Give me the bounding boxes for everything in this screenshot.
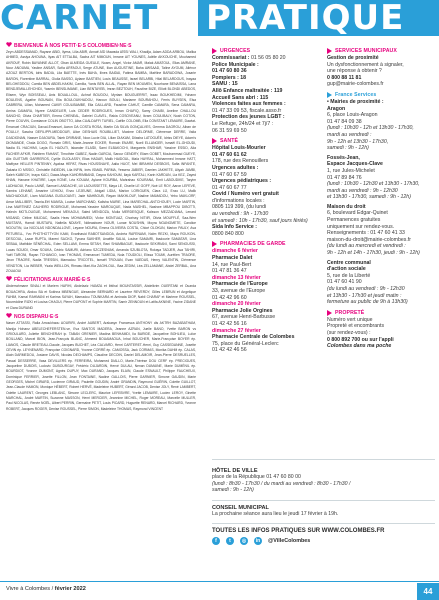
ccas-phone[interactable]: 01 47 60 41 90 [327, 279, 362, 286]
magazine-name: Vivre à Colombes [6, 586, 51, 592]
hospital-address: 178, rue des Renouillers [212, 158, 269, 165]
justice-text[interactable]: Renseignements : 01 47 60 41 33 [327, 230, 405, 237]
proprete-app[interactable]: Colombes dans ma poche [327, 343, 392, 350]
ccas-hours: (du lundi au vendredi : 9h - 12h30 [327, 286, 405, 292]
ccas-hours: et 13h30 - 17h30 et jeudi matin : [327, 292, 402, 299]
peds-urgences-label: Urgences pédiatriques : [212, 178, 272, 185]
hotel-hours: (lundi : 8h30 - 17h30 / du mardi au vendredi : 8h30 - 17h30 / [212, 480, 351, 487]
sans-abri-phone[interactable]: 115 [259, 94, 269, 101]
justice-text: uniquement sur rendez-vous. [327, 223, 395, 230]
peds-urgences-phone[interactable]: 01 47 60 67 77 [212, 184, 247, 191]
pratique-title: PRATIQUE [198, 0, 439, 36]
sida-phone[interactable]: 0800 840 800 [212, 230, 244, 237]
justice-mail[interactable]: maison-du-droit@mairie-colombes.fr [327, 236, 411, 243]
triangle-bullet-icon [212, 138, 217, 144]
gestion-mail[interactable]: gup@mairie-colombes.fr [327, 81, 384, 88]
proprete-text: (sur rendez-vous) : [327, 329, 371, 336]
hotel-title: HÔTEL DE VILLE [212, 468, 258, 474]
ccas-title-2: d'action sociale [327, 266, 366, 273]
heart-icon [6, 313, 12, 318]
website-link[interactable]: TOUTES LES INFOS PRATIQUES SUR WWW.COLOMBES.FR [212, 528, 385, 535]
samu-phone[interactable]: 15 [231, 81, 238, 88]
gestion-phone[interactable]: 0 800 88 11 81 [327, 74, 362, 81]
justice-hours: 9h - 12h et 14h - 17h30, jeudi : 9h - 12h) [327, 250, 420, 257]
fosses-hours: mardi au vendredi : 9h - 12h30 [327, 187, 398, 194]
pharmacy-entry [212, 328, 319, 354]
linkedin-icon[interactable]: in [255, 538, 261, 545]
lgbt-label: Protection des jeunes LGBT : [212, 114, 285, 121]
covid-hours-1: au vendredi : 9h - 17h30 [212, 211, 269, 218]
twitter-icon[interactable]: t [226, 537, 234, 545]
carnet-title: CARNET [0, 0, 159, 36]
sida-label: Sida Info Service : [212, 224, 257, 231]
info-box [212, 459, 435, 578]
footer-rule [0, 581, 439, 582]
violences-label: Violences faites aux femmes : [212, 101, 286, 108]
triangle-bullet-icon [327, 48, 332, 54]
pharmacy-date: dimanche 20 février [212, 301, 261, 308]
justice-title: Maison du droit [327, 203, 366, 210]
pharmacy-phone[interactable]: 01 42 42 46 56 [212, 347, 247, 354]
aragon-name: Aragon [327, 105, 346, 112]
divider [212, 523, 435, 524]
commissariat-label: Commissariat : [212, 55, 250, 61]
hospital-phone[interactable]: 01 47 60 61 62 [212, 151, 247, 158]
commissariat-phone[interactable]: 01 56 05 80 20 [250, 55, 286, 61]
pharmacy-phone[interactable]: 01 47 81 36 47 [212, 268, 247, 275]
heart-icon [6, 42, 12, 47]
police-label: Police Municipale : [212, 61, 259, 68]
justice-address: 6, boulevard Edgar-Quinet [327, 210, 388, 217]
ccas-title: Centre communal [327, 259, 371, 266]
fosses-name-2: Espace Jacques-Clave [327, 161, 383, 168]
triangle-bullet-icon [327, 92, 332, 98]
justice-hours: (du lundi au mercredi et vendredi : [327, 243, 406, 250]
violences-contact[interactable]: 01 47 33 09 53, fiscale.asso.fr [212, 107, 282, 114]
lgbt-phone[interactable]: 06 31 59 69 50 [212, 127, 247, 134]
divider [212, 500, 435, 501]
pharmacy-date: dimanche 13 février [212, 274, 261, 281]
issue-date: février 2022 [54, 586, 86, 592]
weddings-list: Abderrahmane SINALI et Mariem HAFIHI, Abdelaziz HAMZA et Ibtihal MOUNTASSIR, Abdelkrim OUERTANI et Ouarda BOUACHRA, Abdou BA et Sokhna MBENGUE, Alexandre BERNARD et Laurène REVERDY, Gilles LEBRUN et Angelique FAHIM, Kamal RAHMANI et Karima SAYAH, Mamadou TOUNKARA et Aminata DIOP, Nabil CHARAF et Marlene ROUSSEL, Noureddine RIZKI et Louisa CHAOUI, Pierre DUPONT et Sophie MARTIN, Samir ZENNOUN et Latifa AKNINE, Yacine ZIDANE et Clara DURAND [6, 284, 196, 310]
pharmacy-address: 67, avenue Henri-Barbusse [212, 314, 276, 321]
pharmacy-address: 14, rue Paul-Bert [212, 261, 252, 268]
fosses-name: Fossés-Jean, [327, 154, 360, 161]
pompiers-label: Pompiers : [212, 74, 239, 81]
fosses-hours: et 13h30 - 17h30, samedi : 9h - 12h) [327, 194, 411, 201]
aragon-hours: 9h - 12h et 13h30 - 17h30, [327, 138, 389, 145]
pharmacy-address: 75, place du Général-Leclerc [212, 340, 279, 347]
pharmacy-date: dimanche 27 février [212, 327, 261, 334]
sante-heading: SANTÉ [212, 138, 319, 144]
lgbt-refuge: Le Refuge, 24h/24 et 7j/7 : [212, 120, 274, 127]
pharmacy-address: 33, avenue de l'Europe [212, 288, 266, 294]
page-number: 44 [417, 583, 439, 600]
fosses-address: 1, rue Jules-Michelet [327, 167, 375, 174]
covid-hours-2: et samedi : 10h - 17h30, sauf jours fériés) [212, 217, 308, 224]
births-list: Zeyn ABDESSAMAD, Rayane ABID, Ilyess, Lilia ABIR, Annaë AÏD Mawada AÏSSI WALI, Khadija, Adam ADDA ARBOU, Malika AHMED, Assiya AHOUNA, Ilyas AIT ETTALBA, Sacha AIT MIMOUN, Imrane AIT YOUNES, Adélie AKKOUCHE, Mouhamed AKROUF, Robin BAYANNE ALLOT, Oban ALMEIDA GUEULE, Noam, Angel, Victor AMAR, Malak AMATOUL, Elias AMRANE, Nour ANOUMA, Yasline ANSAR, Sofia ARFAOUI, Serge ATUNE, Ilian AUGUSTINE, Baha AWSAAD, Taline AYOUM, Aliénor AZOUZ BERTON, Idris BADIA, Lila BAETTE, Inès BAHA, Ilines BAIDAI, Fatima BAMBA, Maëline BARADOWA, Josarie BARON, Florentine BARRAL, Giulia BASSO, Aylane BASTIEN, Louis BEAUSSE, Israel BELARBI, Hilal BELARDOUS, Inayaa BELGHEDDOU, Camila BEN ABDELHAKIM, Camilia, Yanis BEN ALLAL, Rayan BEN MOUMEN, Nourhane BENAÏSSA, Lana BENDJEMIA-LEHCHIDI, Yasmin BENSLIMANE, Lian BENTAYEB, Imran BEZTOUH, Faustine BIZE, Elliott BLONDI ABEDOS, Ellsem, Wyn BOISSEAU, Anis BOUALLOUL, Achraf BOUDOU, Myriam BOUGUERRIT, Issac BOUKHEDIMI, Yohann BOULENS, Agathe BOUNAN, Elia BOULOUKHADOU, Haroun BOULI, Mariame BOURAHOU, Ferris BUYSEN, Elsa CABRERA, Lilian, Mohamed CAKIR COULIBAMBE, Ella CAILLARD, Faustine CAHUT, Camille CAMARA, Sena CAMARA, Amina CAMARA, Nyzee CANDELIER, Luis CEDER RODRIGUES, Imran CHAFIQ, Samy CHAIBI, Aneline CHALLOU SANCHO, Olivia CHARTIER, Emma CHENEAL, Gabriel CLAVEL, Rakia COSOVEANU, Ikram COULIBALY, Noah COTON, Pierre COUVIN, Constance COLIN OBOTTO, Alba CUALDAFFI TURIEL, Caëlle COLOMB, Ella CONSTANT LEMAIRE, Dawlat-Emanuel CRACIUN, Davud-Emanuel, Aaron DA COSTA ROSA, Martin DA SILVA GONÇALVES, Gemma DAGROU, Alban de POULLY, Sascha DEFILIPPI-MEDDOUR, Alice DESHAIS ROUBILLIET, Maxime DELORME, Clémence DERRE, Valia DJADIGNAN, Nasser DJAOURA, Taieb DRIRANE, Noor-Lucie DIA, Lilian DIAKAM, Dilasha LATOGUÉE, Idriss DIEYE, Adam's DIOMANDE, Chaïa DOGO, Romain DRIS, Marie-Jeanne ECKER, Romain ENARE, Noell ELLANGER, Ismaël EL-GHOUDI, Nadia EL HACHIMI, Layla EL HAOUTI, Iskander ELAÏDI, Sami ELBAKOCHI, Margarets ENSHAR, Yassine ESSID, Alia FACHER AFKIR, Rahitem FAHANT, Timothée GABEZ, Nadin GARCIA, Sarour GENDRY, Eliam GOBET, Mouhammad GUEYE, Alix GUITTARI GARREROS, Cyrille GUOLASSY, Elias HADAR, Malik HAIDOUL, Maïa HAYRAL, Mohammed Imrane HATT, Maëlyse HELLER PINTENNY, Ayaksa HEPAT, Rivas HOUSSNAYE, Aalia HUOT, Mel IBRAHIM DESBOIS, Safia INFANTE, Zakaria ID MSSIO, Christelle INDEDIN, Lila INFIN, Inès ISMAÏL PARMA, Yessera JABIER, Damien JAKHETE, Aliyah JAMBI, Saleh KABECH, Inaya KACI, Dawa-Maya KAHDRIMBAND, Dayna KAHOUM, Ilayà KARTALI, Karin KARDUN, Lia KEZ, Zayed KHAN, Hanane KHATIRE, Laya KONE, Léa KOUAM, Aylane KOURBA, Mahrahao KOURANA, Emit LABOUDIKE, Taryim LADHAOUI, Paulo LAINÉ, Samuel LANDACHE, Lili LAOUISSETTE, Maya LE, Charlie LE GOFF, Noé LE ROY, Aaron LEFEVE, Samira LEHANÉ, Amarine LEHIOU, Enzo LEJEUNE, Abigail LIDIA, Marlon LORIGUEN, Clara LÜ, Enzo LU, Malik MACHADOUE, Liam MAGANA GUGLIOANTI, Jade MAHBOUB, Rayan MAKHLOUF, Nadine MAMADOU, Yebo MAKLORF, Amar MALLIBER, Tasnia-Eël MANSA, Louise MARCHAND, Kalisha MARIE, Lina MARECHAL-ANTCHOUEY, Lucie MARTIN, Lina MARTINEZ CALHERD RODRIGUE, Mohamed-Yassine MAROUQUE, Nada MASHEL, Nashwe MBAPPOU DIBOTTI, Haledn MOTLOUGUE, Mohammed MEKAOUI, Saled MENDOZA, Mulia MERDESQUE, Kaïsson MEZZADIANA, Lenard MIGAND, Céline MILIDAC, Saalis Heav MOHAMMEDI, Victor MONTUAZ, Chorissy NITIIR, Olivia MOUFFLÉ, Saa-Wen MUSTAFA, Hamdi MUSTAFA, Nafiella NDIAYE, Ndieaaboee NOUR, Lunae NOUSHIN, Moyra NGANGMETE, Candice NGOUTIN, Lia NICOLAS NDONDALLOVE, Leyane NOURA, Emma OLIVEIRA COSTA, Chloé OLOKUN, Marion PAULY, Ava PETURELL, Yvo PHOTHOTTYON KAMI, Evarihasid RABOTSANDOA, Andréa RAFENAMI, Naïm REZKI, Maya ROUXON-DESCOUL, Lazar RUPTA, Mareni SACKO, Tynara SAKHER, Anaëlle SALIA, Louise SAMAIRI, Ibadourie SAMATAR, Lina SEBAA, Mathilde SÉNÉCHAL, Eden SELLAMI, Emma SETAH, Rani SHAMBAGUE, Ibadourie SEKIRIANI, Sami SENOUSSI, Lucas SOUIDI, Omar SOUKA, Cédric SAMURI, Adriano SZCZESNIAK, Amanda SZUBLOTA, Rokaya TADJER, Ava TAHIRI, Yaël TARONI, Rayan TCHANGO, Ivan THOMAS, Emmanuel TUMEDA, Nola TOUDIOLI, Elissa TOUMI, Aurélien TRAORE, Jinon TRAORE, Nadia TRESSIN, Mamadou TRICOTEL, Ismaël TROUAN, Evan VAEDAS, Henry VALENTIN, Clémence VENDTON, Lia WEBER, Ysaia WEILLON, Rimasu Mari-Kia ZAGHLOUL, Baa ZEDIM, Léa ZELLAMANE, Abdel ZERBAL, Ana ZOUAOUI [6, 50, 196, 274]
aragon-phone[interactable]: 01 47 84 09 38 [327, 118, 362, 125]
gestion-title: Gestion de proximité [327, 55, 379, 61]
covid-phone[interactable]: 0805 119 399, (du lundi [212, 204, 267, 211]
france-services-heading: France Services [327, 92, 435, 98]
deaths-heading: NOS DISPARU·E·S [6, 313, 196, 321]
triangle-bullet-icon [212, 241, 217, 247]
enfance-label: Allô Enfance maltraitée : [212, 87, 273, 94]
pharmacy-name: Pharmacie Centrale de Colombes [212, 334, 295, 341]
heart-icon [6, 276, 12, 281]
pompiers-phone[interactable]: 18 [240, 74, 247, 81]
gestion-text-2: une réponse à obtenir ? [327, 68, 382, 75]
police-phone[interactable]: 01 47 60 80 36 [212, 68, 247, 75]
births-heading: BIENVENUE À NOS PETIT·E·S COLOMBIEN·NE·S [6, 42, 196, 50]
proprete-text: Propreté et encombrants [327, 323, 385, 330]
proprete-phone[interactable]: 0 800 892 700 ou sur l'appli [327, 336, 394, 343]
aragon-address: 6, place Louis-Aragon [327, 112, 378, 119]
samu-label: SAMU : [212, 81, 231, 88]
hospital-name: Hôpital Louis-Mourier [212, 145, 266, 152]
pharmacies-heading: PHARMACIES DE GARDE [212, 241, 319, 247]
council-title: CONSEIL MUNICIPAL [212, 504, 269, 511]
justice-text: Permanences gratuites [327, 217, 381, 224]
services-heading: SERVICES MUNICIPAUX [327, 48, 435, 54]
fosses-hours: (lundi : 10h30 - 12h30 et 13h30 - 17h30, [327, 181, 420, 188]
carnet-column [6, 40, 196, 578]
pharmacy-name: Pharmacie de l'Europe [212, 281, 268, 288]
instagram-icon[interactable]: ◎ [241, 538, 247, 545]
pharmacy-name: Pharmacie Dalet [212, 255, 253, 262]
proprete-text: Numéro vert unique [327, 316, 373, 323]
adult-urgences-phone[interactable]: 01 47 60 67 59 [212, 171, 247, 178]
sans-abri-label: Accueil Sans abri : [212, 94, 259, 101]
pharmacy-phone[interactable]: 01 42 42 96 60 [212, 294, 247, 301]
pharmacy-entry [212, 301, 319, 327]
weddings-heading: FÉLICITATIONS AUX MARIÉ·E·S [6, 276, 196, 284]
council-text: La prochaine séance aura lieu le jeudi 17 février à 19h. [212, 510, 339, 517]
pharmacy-date: dimanche 6 février [212, 248, 258, 255]
aragon-hours: mardi au vendredi : [327, 131, 372, 138]
enfance-phone[interactable]: 119 [274, 87, 283, 94]
hotel-hours: samedi : 9h - 12h) [212, 487, 254, 494]
pharmacy-entry [212, 248, 319, 274]
pharmacy-name: Pharmacie Jolie Orgines [212, 307, 273, 314]
aragon-hours: (lundi : 10h30 - 12h et 13h30 - 17h30, [327, 125, 414, 132]
proprete-heading: PROPRETÉ [327, 310, 435, 316]
ccas-address: 5, rue de la Liberté [327, 272, 371, 279]
covid-label: Covid / Numéro vert gratuit [212, 191, 279, 198]
fosses-phone[interactable]: 01 47 89 84 76 [327, 174, 362, 181]
pratique-column-left [212, 44, 319, 444]
triangle-bullet-icon [327, 310, 332, 316]
adult-urgences-label: Urgences adultes : [212, 164, 259, 171]
social-row [212, 537, 435, 545]
pharmacy-phone[interactable]: 01 42 42 56 16 [212, 320, 247, 327]
hotel-address[interactable]: place de la République 01 47 60 80 00 [212, 474, 301, 480]
gestion-text-1: Un dysfonctionnement à signaler, [327, 61, 404, 68]
facebook-icon[interactable]: f [212, 537, 220, 545]
pratique-column-right [327, 44, 435, 444]
mairies-proximite-label: • Mairies de proximité : [327, 98, 384, 105]
urgences-heading: URGENCES [212, 48, 319, 54]
triangle-bullet-icon [212, 48, 217, 54]
social-handle[interactable]: @VilleColombes [268, 538, 311, 545]
aragon-hours: samedi : 9h - 12h) [327, 145, 369, 152]
footer-credit: Vivre à Colombes / février 2022 [6, 586, 86, 592]
ccas-hours: fermeture au public de 9h à 13h30) [327, 299, 408, 306]
covid-text: d'informations locales : [212, 197, 265, 204]
pharmacy-entry [212, 275, 319, 301]
deaths-list: Naser ATTASSI, Ralla Amoukhaou AOURIRI, André AUBERT, Arakasyn Francesca ANTHONY dis AKTRH BAZABATHAM, Manija Hohanz ABELECHEFERSTEN-ve, Eva SANTOS MADERA, Jeanne AZRAN, Juelle BANO, Yvette BARON vs GRIOULARD, Juliette BENCHERAH ip. TABAN GRENIER, Madina BENHAMDI, Ila BARIDE, Jacqueline BOHLIEU, Luïce BOILLAND, Marcel BION, Jean-François BLANC, Ahmeed BOUAMAOUA, Inhal BOUCHER, Marie-Françoise BOYER ép. LIANOS, Claude BRETEAU-Claude, Jacques BUCHET, Léa CALVARD, Henri CARTERET-Henri, Guy CASSEDANNE, Josette CEVIN ép. LEYNENARD, Françoise COIGNARD, Yvonne CORRÉ ép. CAMOSSA, Jack CORMAS, Monika DAHM ép. CALAS, Alain DARMEDOU, Josiane DAVIS, Nicolas DECHAMPS, Claudine DECOIN, Daniel DELAMOIR, Jean-Pierre DESRUELLES, Pascal DESSERRE, Vasa DEVILLERS ép. FERREIRA, Mohamed DIALLO, Marie-Thérèse DOU CERF ép. PRECIGUES, Jacqueline DUBOIS, Ludovic DUBOURGAY, Frédéric DUJARDIN, Hervé DULAU, Nenan DUMAINE, Marie DUMÉNIL ép. BOURDIOT, Yvonne DUMONT, Agnès DUPUY, Max DURAND, Jacques ELAIN, Claude ESNAULT, Philippe FAUCHEUX, Dominique FERRIER, Josette FILLON, Jean FONTAINE, Nadine GALLOIS, Pierre GARNIER, Simone GAUDIN, Marie GEORGES, Michel GIRARD, Lucienne GIRAUD, Paulette GOUDIN, André GRANDIN, Raymond GUÉRIN, Colette GUILLOT, Jean-Claude HAMON, Monique HÉBERT, Robert HERVÉ, Madeleine HUBERT, Gérard JACOB, Denise JOLY, René LAMBERT, Odette LAURENT, Georges LEBLANC, Simone LECLERC, Maurice LEFEBVRE, Yvette LEMAIRE, Lucien LEROY, Ginette MARCHAL, André MARTIN, Suzanne MASSON, Henri MERCIER, Jeannine MICHEL, Roger MOREAU, Marcelle MULLER, Paul NICOLAS, Renée NOËL, Albert PERRIN, Germaine PETIT, Louis PICARD, Huguette RENARD, Marcel RICHARD, Yvonne ROBERT, Jacques ROGER, Denise ROUSSEL, Pierre SIMON, Madeleine THOMAS, Raymond VINCENT [6, 321, 196, 411]
